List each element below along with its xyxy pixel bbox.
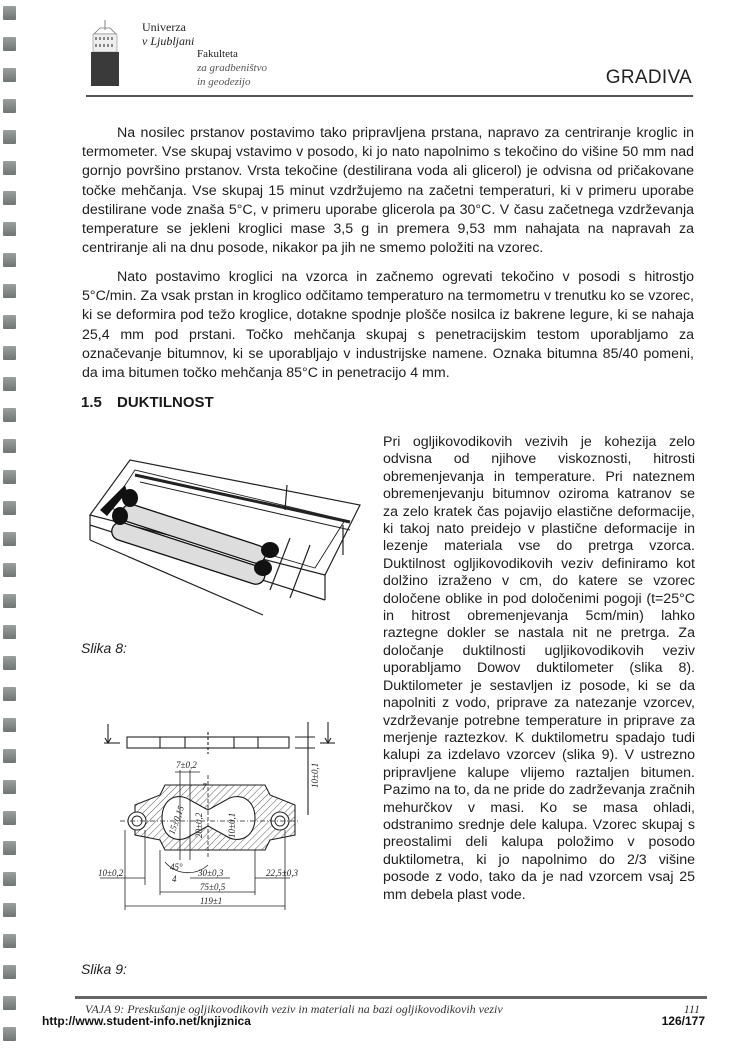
dim-119-pm-1: 119±1 bbox=[200, 896, 223, 906]
dim-20-pm-0-2: 20±0,2 bbox=[194, 812, 204, 838]
binding-hole bbox=[3, 594, 16, 608]
footer-page-count: 126/177 bbox=[661, 1014, 705, 1028]
dim-4: 4 bbox=[172, 874, 177, 884]
binding-hole bbox=[3, 1027, 16, 1041]
binding-hole bbox=[3, 408, 16, 422]
binding-hole bbox=[3, 903, 16, 917]
binding-hole bbox=[3, 130, 16, 144]
binding-hole bbox=[3, 718, 16, 732]
binding-hole bbox=[3, 470, 16, 484]
footer-page-number: 111 bbox=[683, 1002, 700, 1016]
binding-hole bbox=[3, 872, 16, 886]
binding-hole bbox=[3, 315, 16, 329]
footer-url-link[interactable]: http://www.student-info.net/knjiznica bbox=[42, 1014, 251, 1028]
binding-hole bbox=[3, 6, 16, 20]
footer-divider bbox=[75, 996, 707, 999]
binding-hole bbox=[3, 68, 16, 82]
paragraph-ductility: Pri ogljikovodikovih vezivih je kohezija zelo odvisna od njihove viskoznosti, hitrosti obremenjevanja in temperature. Pri nateznem obremenjevanju bitumnov oziroma katranov se za zelo kratek čas pojavijo elastične deformacije, ki takoj nato preidejo v plastične deformacije in lezenje materiala vse do pretrga vzorca. Duktilnost ogljikovodikovih veziv definiramo kot dolžino izraženo v cm, do katere se vzorec določene oblike in pod določenimi pogoji (t=25°C in hitrost obremenjevanja 5cm/min) lahko raztegne dokler se nastala nit ne pretrga. Za določanje duktilnosti ugljikovodikovih veziv uporabljamo Dowov duktilometer (slika 8). Duktilometer je sestavljen iz posode, ki se da napolniti z vodo, priprave za natezanje vzorcev, vzdrževanje potrebne temperature in priprave za merjenje raztezkov. K duktilometru spadajo tudi kalupi za izdelavo vzorcev (slika 9). V ustrezno pripravljene kalupe vlijemo raztaljen bitumen. Pazimo na to, da ne pride do zadrževanja zračnih mehurčkov v masi. Ko se masa ohladi, odstranimo srednje dele kalupa. Vzorec skupaj s preostalimi deli kalupa položimo v posodo duktilometra, ki jo napolnimo do 2/3 višine posode z vodo, tako da je nad vzorcem vsaj 25 mm debela plast vode. bbox=[383, 434, 695, 903]
binding-hole bbox=[3, 99, 16, 113]
binding-hole bbox=[3, 161, 16, 175]
dim-22-5-pm-0-3: 22,5±0,3 bbox=[266, 868, 298, 878]
section-number: 1.5 bbox=[81, 394, 102, 411]
paragraph-softening-point-heating: Nato postavimo kroglici na vzorca in začnemo ogrevati tekočino v posodi s hitrostjo 5°C/min. Za vsak prstan in kroglico odčitamo temperaturo na termometru v trenutku ko se vzorec, ki se deformira pod težo kroglice, dotakne spodnje plošče nosilca iz bakrene legure, ki se nahaja 25,4 mm pod prstani. Točko mehčanja skupaj s penetracijskim testom uporabljamo za označevanje bitumnov, ki se uporabljajo v industrijske namene. Oznaka bitumna 85/40 pomeni, da ima bitumen točko mehčanja 85°C in penetracijo 4 mm. bbox=[82, 269, 694, 382]
binding-hole bbox=[3, 253, 16, 267]
dim-15-pm-0-15: 15±0,15 bbox=[166, 804, 187, 836]
dim-10-pm-0-1-inner: 10±0,1 bbox=[227, 812, 237, 838]
dim-10-pm-0-2: 10±0,2 bbox=[98, 868, 124, 878]
binding-hole bbox=[3, 780, 16, 794]
paragraph-softening-point-setup: Na nosilec prstanov postavimo tako pripravljena prstana, napravo za centriranje kroglic in termometer. Vse skupaj vstavimo v posodo, ki jo nato napolnimo s tekočino do višine 50 mm nad gornjo površino prstanov. Vrsta tekočine (destilirana voda ali glicerol) je odvisna od pričakovane točke mehčanja. Vse skupaj 15 minut vzdržujemo na začetni temperaturi, ki v primeru uporabe destilirane vode znaša 5°C, v primeru uporabe glicerola pa 30°C. V času začetnega vzdrževanja temperature se jekleni kroglici mase 3,5 g in premera 9,53 mm nahajata na napravah za centriranje ali na dnu posode, nikakor pa jih ne smemo položiti na vzorec. bbox=[82, 125, 694, 257]
faculty-name-line1: za gradbeništvo bbox=[197, 62, 267, 74]
dim-30-pm-0-3: 30±0,3 bbox=[198, 868, 224, 878]
university-city: v Ljubljani bbox=[142, 34, 195, 48]
footer-title: VAJA 9: Preskušanje ogljikovodikovih veziv in materiali na bazi ogljikovodikovih veziv bbox=[85, 1002, 503, 1016]
dim-75-pm-0-5: 75±0,5 bbox=[200, 882, 226, 892]
binding-hole bbox=[3, 811, 16, 825]
dim-10-pm-0-1: 10±0,1 bbox=[310, 762, 320, 788]
binding-hole bbox=[3, 687, 16, 701]
binding-hole bbox=[3, 749, 16, 763]
mould-technical-drawing bbox=[90, 710, 360, 910]
section-title: DUKTILNOST bbox=[117, 394, 214, 411]
figure-8-caption: Slika 8: bbox=[81, 640, 127, 656]
logo-dark-block bbox=[91, 52, 119, 86]
section-heading bbox=[81, 394, 214, 411]
dim-7: 7 bbox=[202, 782, 207, 792]
binding-hole bbox=[3, 563, 16, 577]
binding-hole bbox=[3, 625, 16, 639]
binding-hole bbox=[3, 222, 16, 236]
binding-hole bbox=[3, 439, 16, 453]
dim-45-deg: 45° bbox=[170, 862, 183, 872]
binding-hole bbox=[3, 346, 16, 360]
binding-hole bbox=[3, 996, 16, 1010]
faculty-label: Fakulteta bbox=[197, 48, 238, 60]
binding-hole bbox=[3, 37, 16, 51]
faculty-name-line2: in geodezijo bbox=[197, 76, 251, 88]
binding-hole bbox=[3, 656, 16, 670]
binding-hole bbox=[3, 934, 16, 948]
ductilometer-illustration bbox=[85, 430, 365, 620]
binding-hole bbox=[3, 965, 16, 979]
header-divider bbox=[86, 95, 693, 97]
binding-hole bbox=[3, 501, 16, 515]
dim-7-pm-0-2: 7±0,2 bbox=[176, 760, 197, 770]
document-section-title: GRADIVA bbox=[605, 67, 692, 88]
binding-hole bbox=[3, 284, 16, 298]
binding-hole bbox=[3, 532, 16, 546]
university-logo bbox=[91, 20, 119, 86]
binding-holes bbox=[3, 0, 17, 1061]
building-icon bbox=[91, 20, 119, 53]
binding-hole bbox=[3, 377, 16, 391]
figure-9-caption: Slika 9: bbox=[81, 961, 127, 977]
binding-hole bbox=[3, 191, 16, 205]
binding-hole bbox=[3, 841, 16, 855]
university-name: Univerza bbox=[142, 20, 186, 34]
